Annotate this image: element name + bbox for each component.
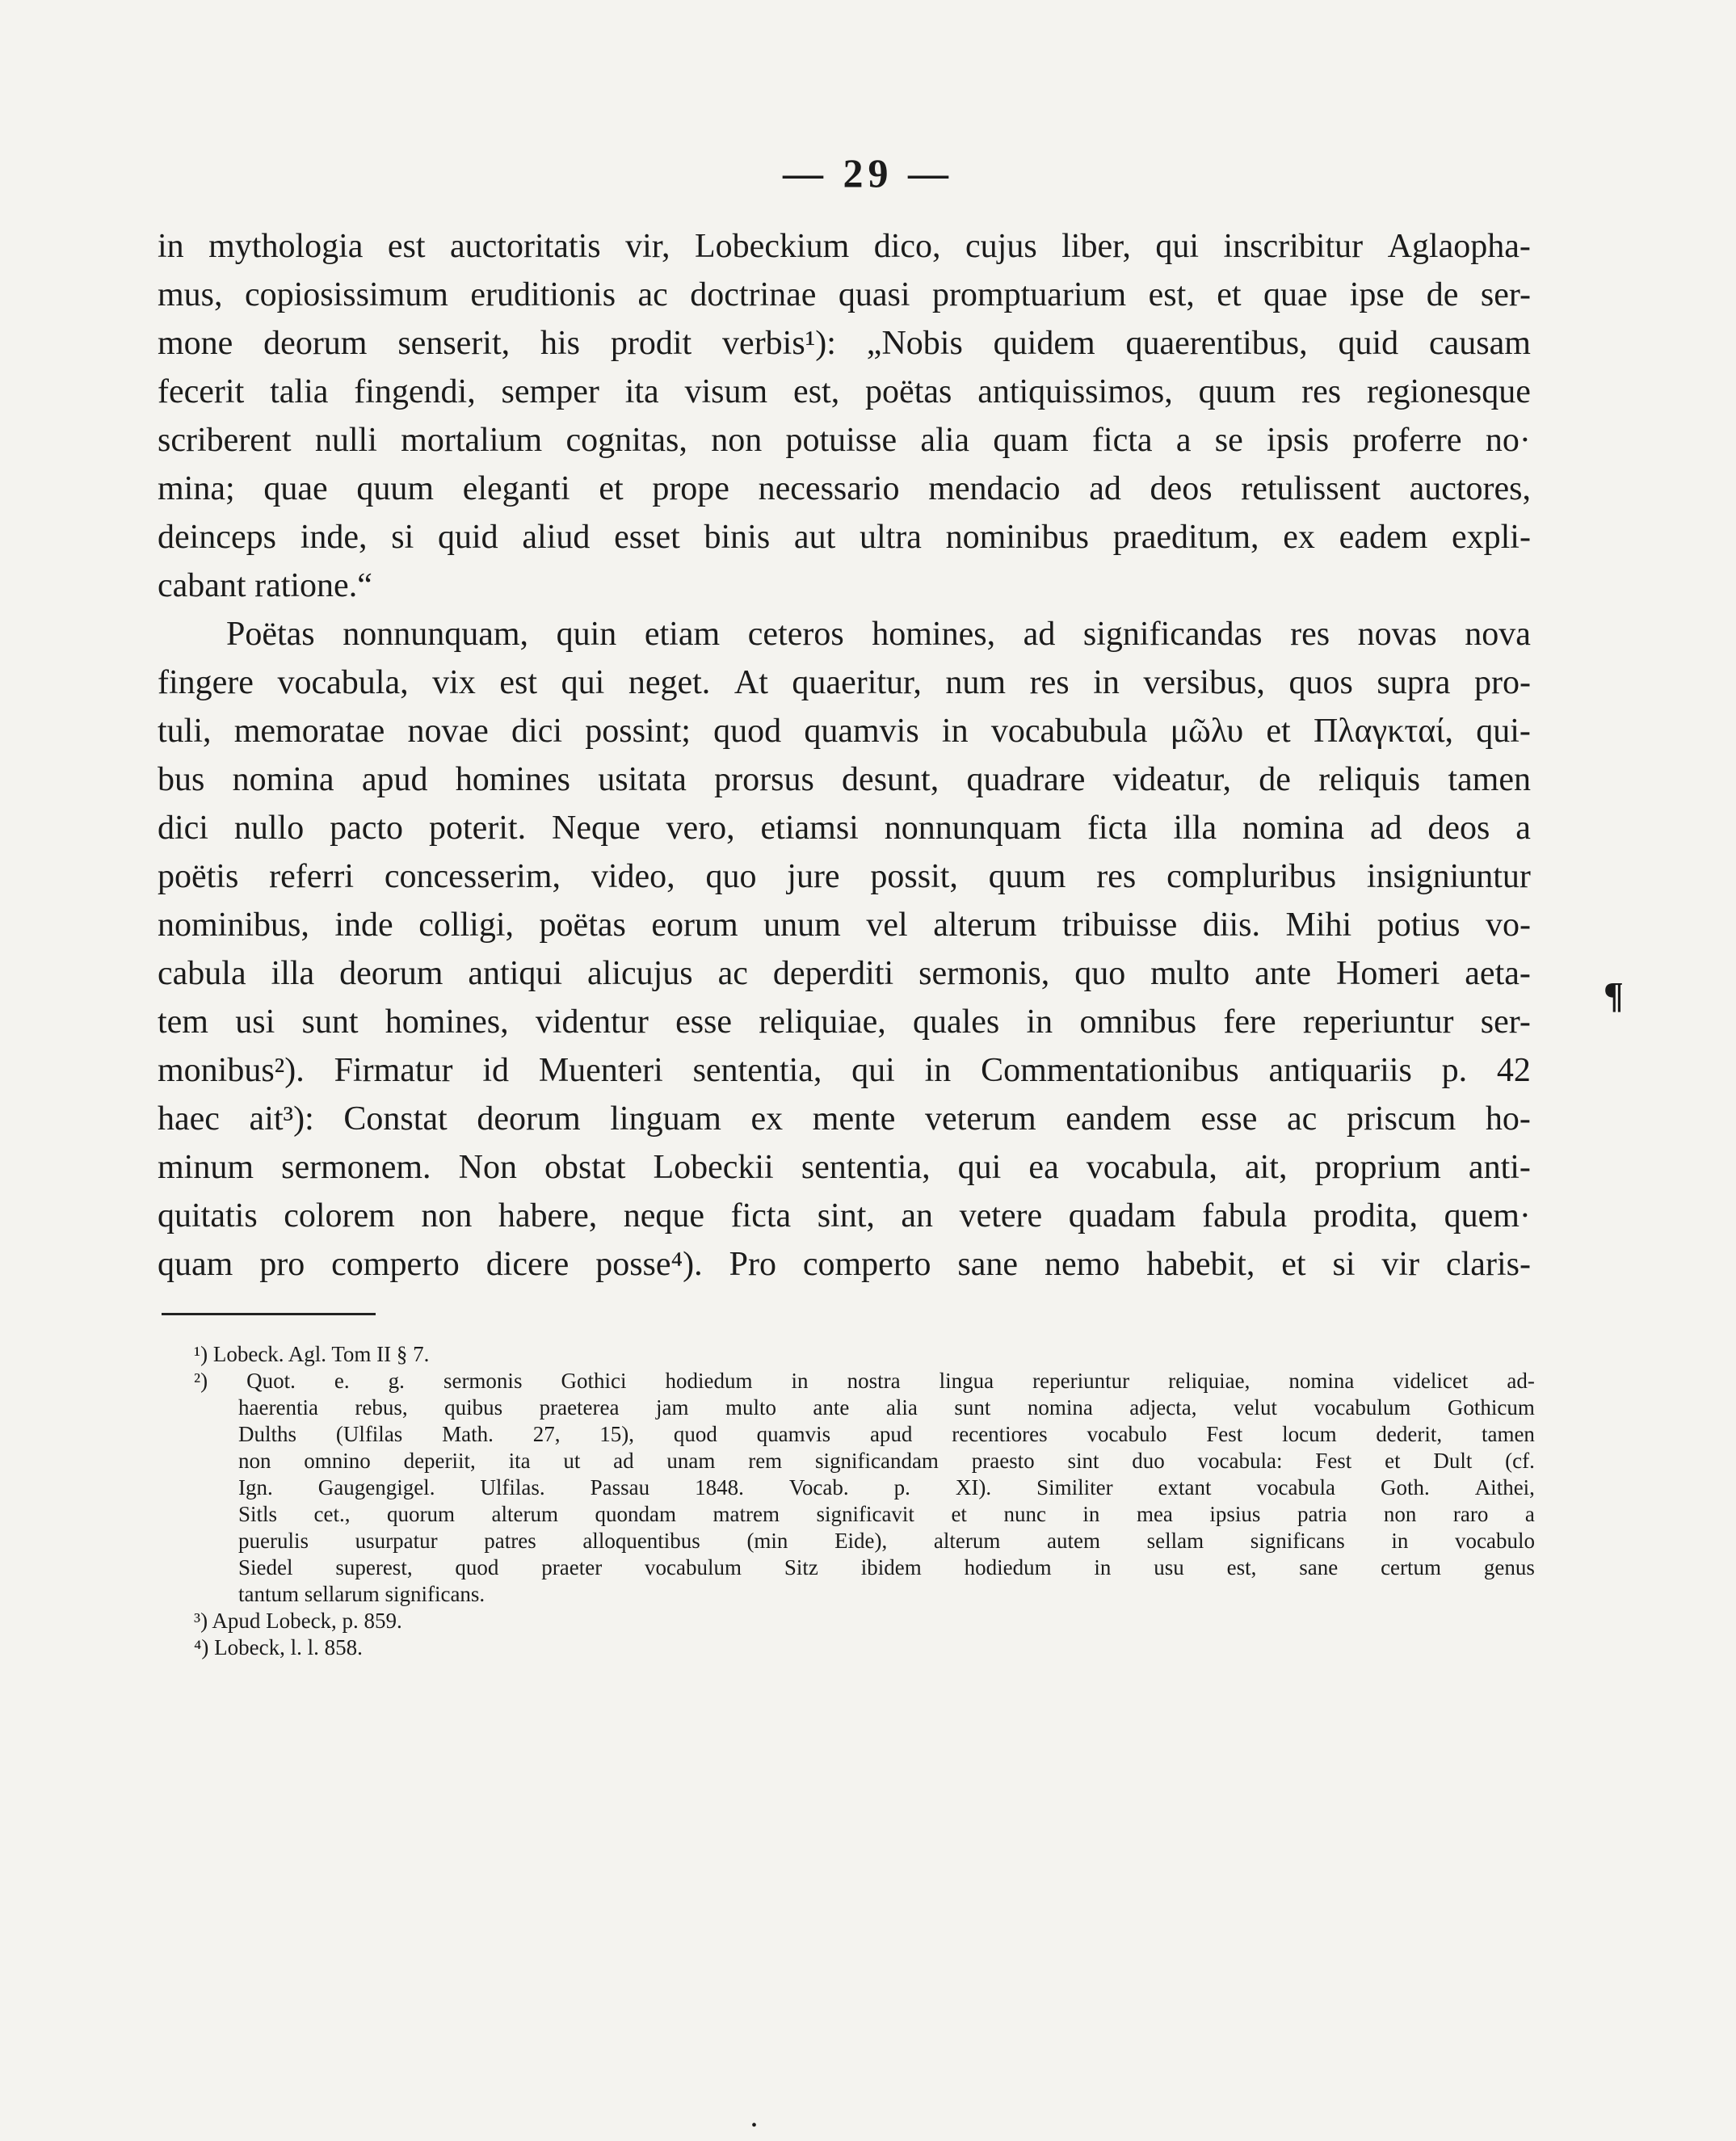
margin-mark: ¶	[1604, 974, 1624, 1016]
footnote-line: Sitls cet., quorum alterum quondam matrem significavit et nunc in mea ipsius patria non raro a	[238, 1502, 1535, 1526]
text-line: dici nullo pacto poterit. Neque vero, etiamsi nonnunquam ficta illa nomina ad deos a	[158, 810, 1531, 847]
footnote-line: tantum sellarum significans.	[238, 1582, 485, 1606]
text-line: monibus²). Firmatur id Muenteri sententia, qui in Commentationibus antiquariis p. 42	[158, 1052, 1531, 1089]
footnote-line: puerulis usurpatur patres alloquentibus (min Eide), alterum autem sellam significans in vocabulo	[238, 1529, 1535, 1553]
text-line: quam pro comperto dicere posse⁴). Pro comperto sane nemo habebit, et si vir claris-	[158, 1246, 1531, 1283]
footnote-line: ³) Apud Lobeck, p. 859.	[194, 1609, 402, 1633]
text-line: fingere vocabula, vix est qui neget. At quaeritur, num res in versibus, quos supra pro-	[158, 664, 1531, 701]
footnote-line: Siedel superest, quod praeter vocabulum Sitz ibidem hodiedum in usu est, sane certum genus	[238, 1555, 1535, 1579]
page-number: — 29 —	[783, 150, 953, 196]
bottom-mark: •	[751, 2117, 758, 2135]
footnote-line: ⁴) Lobeck, l. l. 858.	[194, 1635, 363, 1659]
footnote-line: non omnino deperiit, ita ut ad unam rem significandam praesto sint duo vocabula: Fest et Dult (cf.	[238, 1449, 1535, 1473]
text-line: mus, copiosissimum eruditionis ac doctrinae quasi promptuarium est, et quae ipse de ser-	[158, 276, 1531, 313]
text-line: mone deorum senserit, his prodit verbis¹): „Nobis quidem quaerentibus, quid causam	[158, 325, 1531, 362]
text-line: haec ait³): Constat deorum linguam ex mente veterum eandem esse ac priscum ho-	[158, 1100, 1531, 1138]
text-line: scriberent nulli mortalium cognitas, non potuisse alia quam ficta a se ipsis proferre no·	[158, 422, 1531, 459]
text-line: mina; quae quum eleganti et prope necessario mendacio ad deos retulissent auctores,	[158, 470, 1531, 507]
footnotes	[194, 1341, 1535, 1661]
text-line: cabula illa deorum antiqui alicujus ac deperditi sermonis, quo multo ante Homeri aeta-	[158, 955, 1531, 992]
text-line: in mythologia est auctoritatis vir, Lobeckium dico, cujus liber, qui inscribitur Aglaopha-	[158, 228, 1531, 265]
text-line: poëtis referri concesserim, video, quo jure possit, quum res compluribus insigniuntur	[158, 858, 1531, 895]
text-line: tem usi sunt homines, videntur esse reliquiae, quales in omnibus fere reperiuntur ser-	[158, 1003, 1531, 1041]
footnote-line: ²) Quot. e. g. sermonis Gothici hodiedum in nostra lingua reperiuntur reliquiae, nomina videlicet ad-	[194, 1369, 1535, 1393]
footnote-line: ¹) Lobeck. Agl. Tom II § 7.	[194, 1342, 430, 1366]
text-line: Poëtas nonnunquam, quin etiam ceteros homines, ad significandas res novas nova	[226, 616, 1531, 653]
footnote-divider	[162, 1313, 376, 1315]
footnote-line: Dulths (Ulfilas Math. 27, 15), quod quamvis apud recentiores vocabulo Fest locum dederit, tamen	[238, 1422, 1535, 1446]
footnote-line: haerentia rebus, quibus praeterea jam multo ante alia sunt nomina adjecta, velut vocabulum Gothicum	[238, 1395, 1535, 1420]
main-text	[158, 222, 1531, 1289]
text-line: cabant ratione.“	[158, 567, 372, 604]
text-line: deinceps inde, si quid aliud esset binis aut ultra nominibus praeditum, ex eadem expli-	[158, 519, 1531, 556]
text-line: fecerit talia fingendi, semper ita visum est, poëtas antiquissimos, quum res regionesque	[158, 373, 1531, 410]
text-line: bus nomina apud homines usitata prorsus desunt, quadrare videatur, de reliquis tamen	[158, 761, 1531, 798]
text-line: minum sermonem. Non obstat Lobeckii sententia, qui ea vocabula, ait, proprium anti-	[158, 1149, 1531, 1186]
text-line: nominibus, inde colligi, poëtas eorum unum vel alterum tribuisse diis. Mihi potius vo-	[158, 906, 1531, 944]
text-line: tuli, memoratae novae dici possint; quod quamvis in vocabubula μῶλυ et Πλαγκταί, qui-	[158, 713, 1531, 750]
text-line: quitatis colorem non habere, neque ficta sint, an vetere quadam fabula prodita, quem·	[158, 1197, 1531, 1235]
footnote-line: Ign. Gaugengigel. Ulfilas. Passau 1848. Vocab. p. XI). Similiter extant vocabula Goth. Aithei,	[238, 1475, 1535, 1500]
